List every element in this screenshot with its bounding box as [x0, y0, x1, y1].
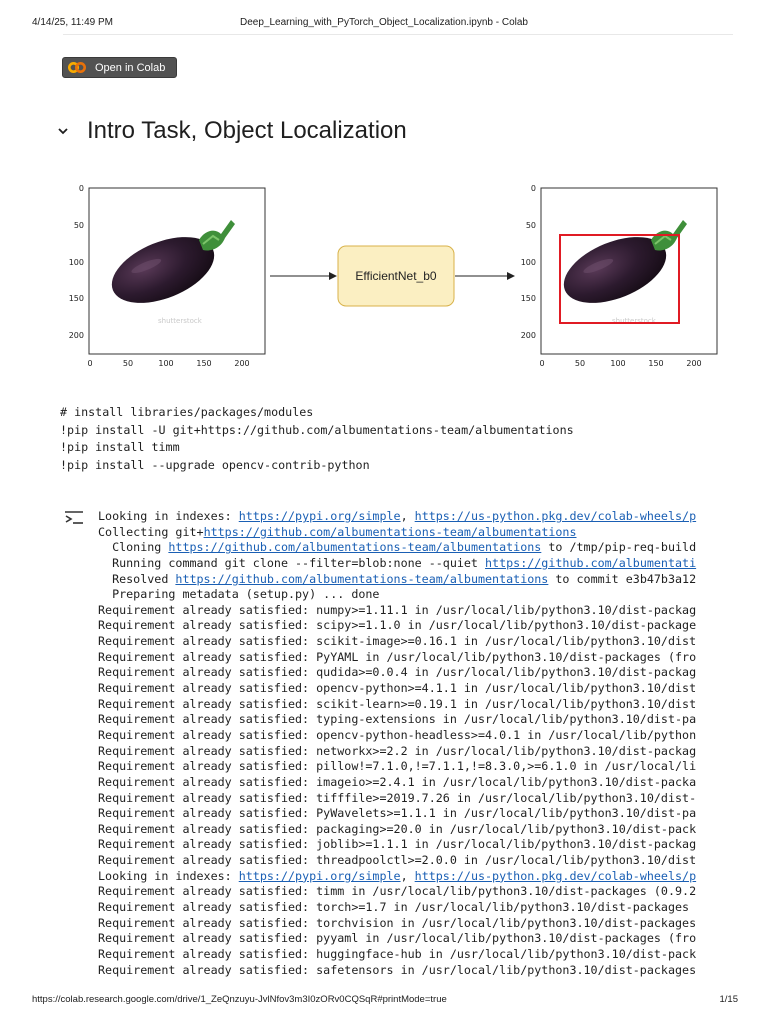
output-text: Resolved	[98, 571, 176, 586]
output-line	[98, 681, 730, 697]
open-in-colab-badge[interactable]	[62, 57, 177, 78]
output-text: Requirement already satisfied: numpy>=1.11.1 in /usr/local/lib/python3.10/dist-packag	[98, 602, 697, 617]
output-link[interactable]: https://us-python.pkg.dev/colab-wheels/p	[414, 509, 697, 523]
output-text: Requirement already satisfied: torchvision in /usr/local/lib/python3.10/dist-packages	[98, 915, 697, 930]
output-line	[98, 791, 730, 807]
output-line	[98, 947, 730, 963]
output-text: Requirement already satisfied: pillow!=7.1.0,!=7.1.1,!=8.3.0,>=6.1.0 in /usr/local/li	[98, 759, 697, 774]
open-in-colab-label: Open in Colab	[95, 61, 166, 74]
y-tick-label: 100	[68, 258, 84, 267]
print-url: https://colab.research.google.com/drive/1_ZeQnzuyu-JvlNfov3m3I0zORv0CQSqR#printMode=true	[32, 994, 447, 1005]
header-divider	[63, 34, 733, 35]
output-text: Looking in indexes:	[98, 868, 239, 883]
y-tick-label: 0	[530, 184, 536, 193]
output-text: Requirement already satisfied: huggingface-hub in /usr/local/lib/python3.10/dist-pack	[98, 946, 697, 961]
section-heading	[56, 114, 407, 148]
output-text: Preparing metadata (setup.py) ... done	[98, 587, 380, 602]
output-text: Requirement already satisfied: scikit-learn>=0.19.1 in /usr/local/lib/python3.10/dist	[98, 696, 697, 711]
output-line	[98, 869, 730, 885]
output-line	[98, 728, 730, 744]
output-line	[98, 587, 730, 603]
output-link[interactable]: https://github.com/albumentations-team/albumentations	[175, 571, 549, 586]
output-line	[98, 884, 730, 900]
output-line	[98, 931, 730, 947]
output-text: to /tmp/pip-req-build	[541, 540, 697, 555]
output-line	[98, 697, 730, 713]
output-collapse-icon[interactable]	[63, 509, 85, 527]
print-document-title: Deep_Learning_with_PyTorch_Object_Localization.ipynb - Colab	[240, 17, 528, 28]
output-line	[98, 963, 730, 979]
y-tick-label: 150	[68, 294, 84, 303]
output-line	[98, 916, 730, 932]
x-tick-label: 150	[648, 359, 664, 368]
output-text: Requirement already satisfied: networkx>=2.2 in /usr/local/lib/python3.10/dist-packag	[98, 743, 697, 758]
model-label: EfficientNet_b0	[355, 269, 437, 283]
output-text: Requirement already satisfied: joblib>=1.1.1 in /usr/local/lib/python3.10/dist-packag	[98, 837, 697, 852]
output-text: Running command git clone --filter=blob:none --quiet	[98, 555, 486, 570]
print-header	[0, 14, 768, 32]
y-tick-label: 100	[520, 258, 536, 267]
output-text: Requirement already satisfied: qudida>=0.0.4 in /usr/local/lib/python3.10/dist-packag	[98, 665, 697, 680]
output-line	[98, 759, 730, 775]
output-text: Requirement already satisfied: PyWavelets>=1.1.1 in /usr/local/lib/python3.10/dist-pa	[98, 806, 697, 821]
y-tick-label: 150	[520, 294, 536, 303]
x-tick-label: 200	[234, 359, 250, 368]
cell-output	[63, 509, 730, 989]
output-text: Requirement already satisfied: timm in /usr/local/lib/python3.10/dist-packages (0.9.2	[98, 884, 697, 899]
svg-text:shutterstock: shutterstock	[158, 317, 202, 325]
output-text: ,	[400, 868, 415, 883]
output-image-plot	[541, 188, 717, 354]
code-line: !pip install --upgrade opencv-contrib-python	[60, 457, 370, 472]
output-line	[98, 540, 730, 556]
y-tick-label: 200	[520, 331, 536, 340]
output-line	[98, 853, 730, 869]
output-text: Requirement already satisfied: tifffile>=2019.7.26 in /usr/local/lib/python3.10/dist-	[98, 790, 697, 805]
output-line	[98, 665, 730, 681]
page-number: 1/15	[719, 994, 738, 1005]
y-tick-label: 200	[68, 331, 84, 340]
output-text: ,	[400, 509, 415, 523]
output-text: Requirement already satisfied: opencv-python-headless>=4.0.1 in /usr/local/lib/python	[98, 727, 697, 742]
x-tick-label: 200	[686, 359, 702, 368]
x-tick-label: 100	[610, 359, 626, 368]
output-link[interactable]: https://github.com/albumentations-team/albumentations	[168, 540, 542, 555]
output-line	[98, 775, 730, 791]
x-tick-label: 0	[539, 359, 545, 368]
output-log	[98, 509, 730, 978]
chevron-down-icon[interactable]	[56, 124, 70, 138]
output-link[interactable]: https://pypi.org/simple	[238, 509, 401, 523]
localization-diagram	[56, 178, 736, 378]
x-tick-label: 50	[122, 359, 134, 368]
output-line	[98, 572, 730, 588]
code-cell[interactable]	[60, 404, 740, 474]
output-text: Requirement already satisfied: PyYAML in /usr/local/lib/python3.10/dist-packages (fro	[98, 649, 697, 664]
output-text: Requirement already satisfied: imageio>=2.4.1 in /usr/local/lib/python3.10/dist-packa	[98, 774, 697, 789]
output-link[interactable]: https://github.com/albumentati	[485, 555, 697, 570]
output-text: Requirement already satisfied: pyyaml in /usr/local/lib/python3.10/dist-packages (fro	[98, 931, 697, 946]
x-tick-label: 100	[158, 359, 174, 368]
code-line: !pip install timm	[60, 440, 180, 454]
y-tick-label: 0	[78, 184, 84, 193]
y-tick-label: 50	[73, 221, 84, 230]
output-line	[98, 837, 730, 853]
output-link[interactable]: https://github.com/albumentations-team/albumentations	[203, 524, 577, 539]
output-line	[98, 744, 730, 760]
output-line	[98, 509, 730, 525]
output-text: Requirement already satisfied: packaging>=20.0 in /usr/local/lib/python3.10/dist-pack	[98, 821, 697, 836]
output-line	[98, 822, 730, 838]
output-link[interactable]: https://us-python.pkg.dev/colab-wheels/p	[414, 868, 697, 883]
output-text: Requirement already satisfied: torch>=1.7 in /usr/local/lib/python3.10/dist-packages	[98, 900, 697, 915]
print-datetime: 4/14/25, 11:49 PM	[32, 17, 113, 28]
output-text: Requirement already satisfied: opencv-python>=4.1.1 in /usr/local/lib/python3.10/dist	[98, 681, 697, 696]
output-link[interactable]: https://pypi.org/simple	[238, 868, 401, 883]
x-tick-label: 0	[87, 359, 93, 368]
output-text: Requirement already satisfied: scipy>=1.1.0 in /usr/local/lib/python3.10/dist-package	[98, 618, 697, 633]
output-text: Requirement already satisfied: scikit-image>=0.16.1 in /usr/local/lib/python3.10/dist	[98, 634, 697, 649]
output-line	[98, 712, 730, 728]
output-text: Collecting git+	[98, 524, 204, 539]
x-tick-label: 50	[574, 359, 586, 368]
output-text: Cloning	[98, 540, 169, 555]
output-line	[98, 556, 730, 572]
output-text: Requirement already satisfied: typing-extensions in /usr/local/lib/python3.10/dist-pa	[98, 712, 697, 727]
input-image-plot	[89, 188, 265, 354]
output-line	[98, 650, 730, 666]
output-line	[98, 900, 730, 916]
svg-text:shutterstock: shutterstock	[612, 317, 656, 325]
section-title: Intro Task, Object Localization	[87, 117, 407, 144]
code-line: !pip install -U git+https://github.com/albumentations-team/albumentations	[60, 422, 574, 437]
output-text: Requirement already satisfied: threadpoolctl>=2.0.0 in /usr/local/lib/python3.10/dist	[98, 853, 697, 868]
x-tick-label: 150	[196, 359, 212, 368]
output-line	[98, 806, 730, 822]
output-line	[98, 618, 730, 634]
output-line	[98, 525, 730, 541]
output-line	[98, 603, 730, 619]
print-footer	[0, 994, 768, 1008]
colab-logo-icon	[63, 58, 91, 77]
localization-diagram-svg	[56, 178, 736, 378]
output-text: to commit e3b47b3a12	[548, 571, 697, 586]
output-text: Requirement already satisfied: safetensors in /usr/local/lib/python3.10/dist-packages	[98, 962, 697, 977]
y-tick-label: 50	[525, 221, 536, 230]
code-line: # install libraries/packages/modules	[60, 405, 314, 419]
output-line	[98, 634, 730, 650]
output-text: Looking in indexes:	[98, 509, 239, 523]
